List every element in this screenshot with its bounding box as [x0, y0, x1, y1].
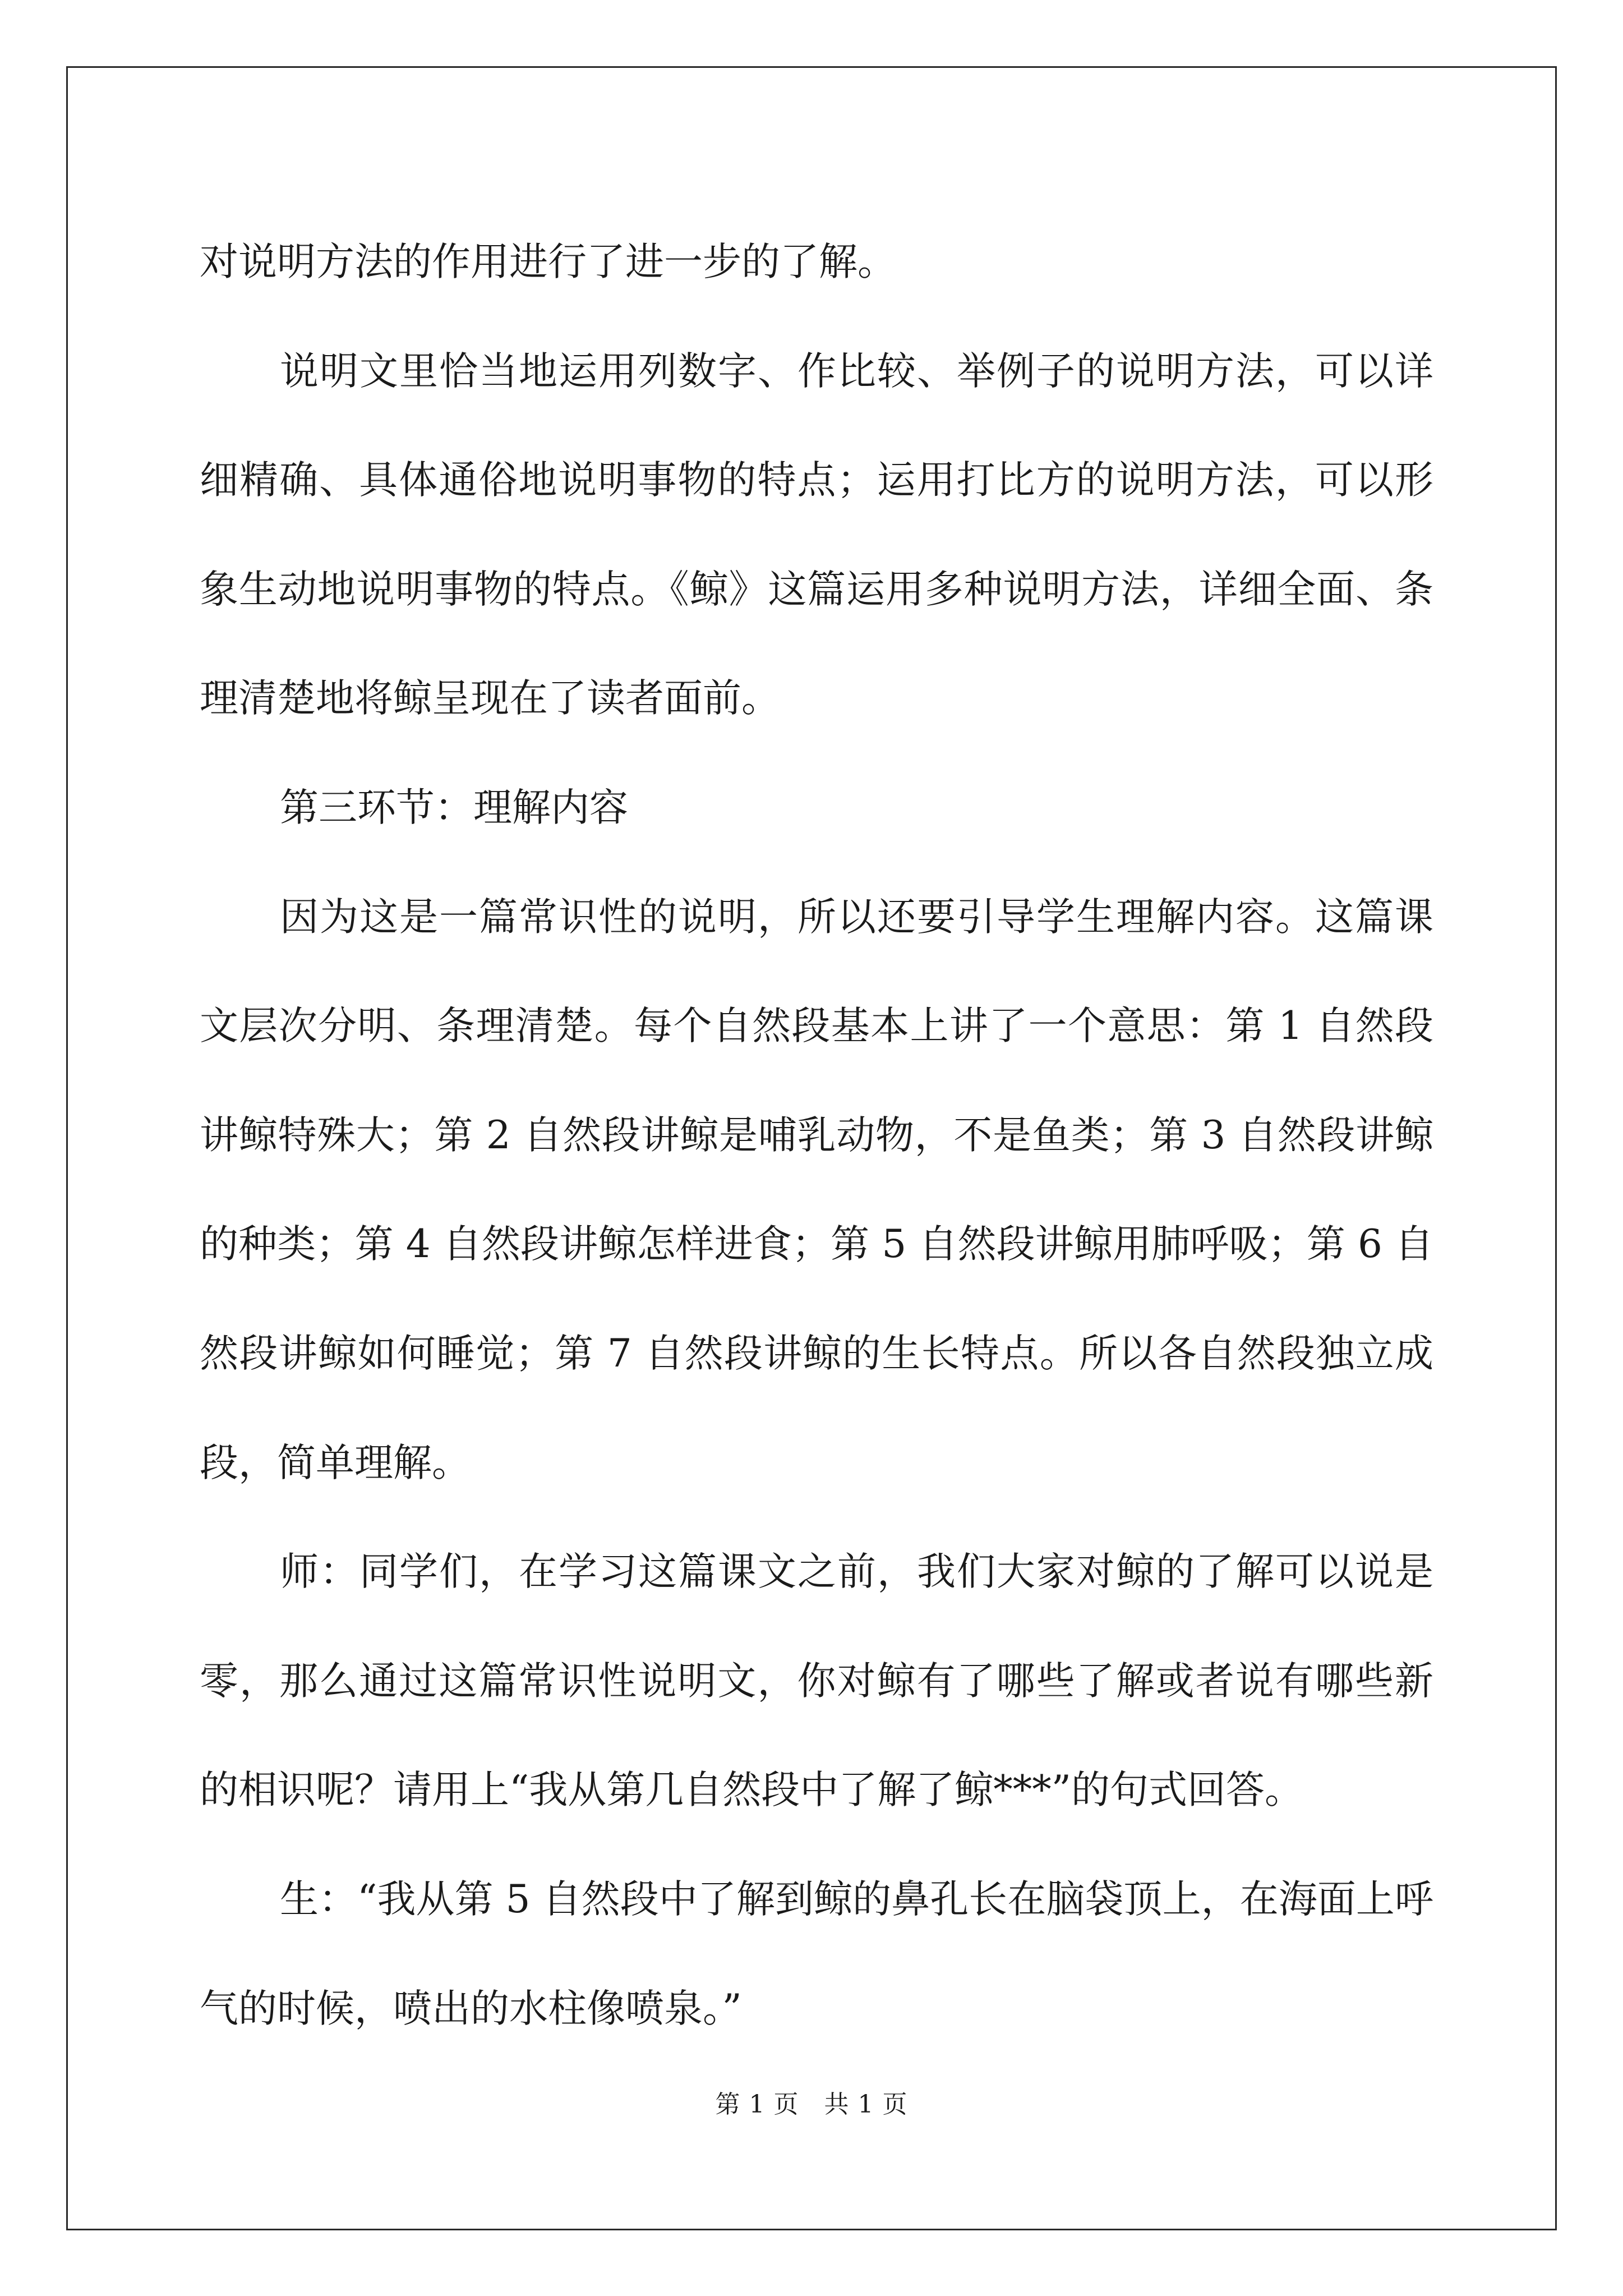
paragraph-4: 师：同学们，在学习这篇课文之前，我们大家对鲸的了解可以说是零，那么通过这篇常识性说明文，你对鲸有了哪些了解或者说有哪些新的相识呢？请用上“我从第几自然段中了解了鲸***”的句式回答。: [200, 1549, 1433, 1813]
section-heading: 第三环节：理解内容: [280, 785, 628, 830]
paragraph-5: 生：“我从第 5 自然段中了解到鲸的鼻孔长在脑袋顶上，在海面上呼气的时候，喷出的水柱像喷泉。”: [200, 1876, 1433, 2031]
paragraph-2: 说明文里恰当地运用列数字、作比较、举例子的说明方法，可以详细精确、具体通俗地说明事物的特点；运用打比方的说明方法，可以形象生动地说明事物的特点。《鲸》这篇运用多种说明方法，详细全面、条理清楚地将鲸呈现在了读者面前。: [200, 348, 1433, 721]
page-number-footer: 第 1 页 共 1 页: [715, 2090, 908, 2119]
document-body: [200, 208, 1433, 2063]
paragraph-3: 因为这是一篇常识性的说明，所以还要引导学生理解内容。这篇课文层次分明、条理清楚。每个自然段基本上讲了一个意思：第 1 自然段讲鲸特殊大；第 2 自然段讲鲸是哺乳动物，不是鱼类；第 3 自然段讲鲸的种类；第 4 自然段讲鲸怎样进食；第 5 自然段讲鲸用肺呼吸；第 6 自然段讲鲸如何睡觉；第 7 自然段讲鲸的生长特点。所以各自然段独立成段，简单理解。: [200, 894, 1433, 1485]
paragraph-1: 对说明方法的作用进行了进一步的了解。: [200, 240, 896, 284]
